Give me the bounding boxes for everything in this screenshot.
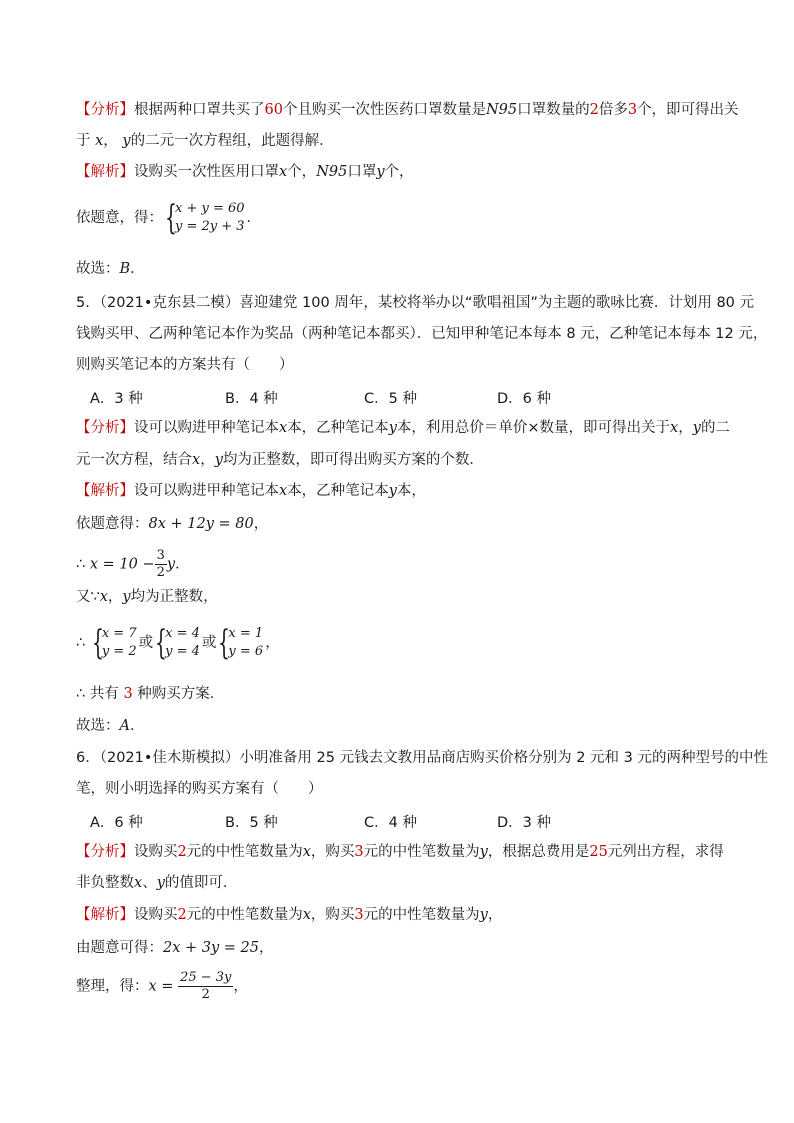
equation: y = 2y + 3 — [175, 219, 245, 234]
text: ，根据总费用是 — [487, 844, 590, 860]
text: 个， — [384, 164, 414, 180]
solution-tag: 【解析】 — [76, 483, 134, 499]
text: 故选： — [76, 718, 120, 734]
analysis-tag: 【分析】 — [76, 420, 134, 436]
text: 于 — [76, 133, 91, 149]
n95-label: N95 — [485, 102, 518, 118]
equation-system-line — [76, 200, 261, 236]
text: 设可以购进甲种笔记本 — [134, 483, 279, 499]
text: 由题意可得： — [76, 940, 163, 956]
q5-stem-line-1: 5．（2021•克东县二模）喜迎建党 100 周年，某校将举办以“歌唱祖国”为主题的歌咏比赛．计划用 80 元 — [76, 295, 755, 311]
q6-solution-line-3 — [76, 970, 248, 1003]
because-symbol: ∵ — [90, 589, 100, 605]
text: 又 — [76, 589, 91, 605]
text: 元的中性笔数量为 — [363, 907, 480, 923]
q6-solution-line-1 — [76, 905, 502, 925]
equation: x = 4 — [165, 626, 200, 641]
q5-stem-line-3: 则购买笔记本的方案共有（ ） — [76, 357, 294, 373]
text: 元列出方程，求得 — [607, 844, 724, 860]
q5-option-b: B．4 种 — [225, 391, 278, 407]
equation: 2x + 3y = 25 — [163, 940, 260, 956]
denominator: 2 — [156, 565, 165, 580]
var-x: x — [95, 133, 104, 149]
text: 个，即可得出关 — [637, 102, 739, 118]
answer-line — [76, 259, 145, 279]
var-y: y — [479, 907, 488, 923]
equation: y = 6 — [228, 644, 264, 659]
text: 元的中性笔数量为 — [186, 844, 303, 860]
text: 本，利用总价＝单价×数量，即可得出关于 — [396, 420, 671, 436]
text: ， — [265, 635, 280, 651]
var-y: y — [122, 133, 131, 149]
text: ， — [259, 940, 274, 956]
var-y: y — [166, 556, 176, 573]
text: 依题意得： — [76, 516, 149, 532]
text: ， — [487, 907, 503, 923]
solution-line-1 — [76, 162, 414, 182]
var-x: x — [279, 164, 288, 180]
var-y: y — [156, 875, 165, 891]
var-y: y — [388, 420, 397, 436]
text: ． — [129, 718, 145, 734]
text: 设可以购进甲种笔记本 — [134, 420, 279, 436]
number: 25 — [589, 844, 608, 860]
text: ∴ 共有 — [76, 686, 119, 702]
number: 2 — [177, 844, 187, 860]
text: ，购买 — [310, 907, 355, 923]
var-y: y — [122, 589, 131, 605]
text: 元的中性笔数量为 — [363, 844, 480, 860]
analysis-tag: 【分析】 — [76, 844, 134, 860]
text: 口罩 — [347, 164, 377, 180]
q5-solution-line-5 — [76, 625, 280, 661]
text: 的值即可． — [164, 875, 238, 891]
text: 故选： — [76, 261, 120, 277]
text: ， — [233, 978, 248, 995]
equation: x = — [148, 978, 174, 995]
solution-tag: 【解析】 — [76, 907, 134, 923]
q6-analysis-line-1 — [76, 842, 724, 862]
analysis-line-1 — [76, 100, 739, 120]
number: 2 — [177, 907, 187, 923]
number: 60 — [264, 102, 283, 118]
analysis-tag: 【分析】 — [76, 102, 134, 118]
denominator: 2 — [201, 987, 210, 1002]
q6-solution-line-2 — [76, 938, 274, 958]
equation: y = 2 — [101, 644, 137, 659]
q5-analysis-line-2 — [76, 450, 484, 470]
q6-stem-line-2: 笔，则小明选择的购买方案有（ ） — [76, 781, 323, 797]
text: ． — [175, 556, 190, 573]
solution-system-2: { x = 4 y = 4 — [155, 623, 200, 663]
q5-answer-line — [76, 716, 144, 736]
q6-option-d: D．3 种 — [497, 815, 551, 831]
text: 设购买 — [134, 844, 178, 860]
answer-letter: B — [119, 261, 131, 277]
var-x: x — [134, 875, 143, 891]
solution-system-3: { x = 1 y = 6 — [218, 623, 264, 663]
q6-stem-line-1: 6．（2021•佳木斯模拟）小明准备用 25 元钱去文教用品商店购买价格分别为 2 元和 3 元的两种型号的中性 — [76, 750, 768, 766]
q5-solution-line-4 — [76, 587, 218, 607]
text: 的二元一次方程组，此题得解． — [130, 133, 334, 149]
solution-system-1: { x = 7 y = 2 — [91, 623, 137, 663]
number: 3 — [354, 907, 364, 923]
q6-option-a: A．6 种 — [90, 815, 143, 831]
text: 本，乙种笔记本 — [287, 483, 389, 499]
var-x: x — [279, 483, 288, 499]
analysis-line-2 — [76, 131, 334, 151]
number: 3 — [123, 686, 133, 702]
text: 或 — [201, 635, 217, 651]
text: 均为正整数， — [130, 589, 218, 605]
q5-solution-line-2 — [76, 514, 268, 534]
text: ， — [103, 133, 118, 149]
q5-stem-line-2: 钱购买甲、乙两种笔记本作为奖品（两种笔记本都买）．已知甲种笔记本每本 8 元，乙种笔记本每本 12 元， — [76, 326, 768, 342]
text: ， — [107, 589, 123, 605]
text: 倍多 — [598, 102, 628, 118]
equation: x = 10 − — [89, 556, 155, 573]
var-y: y — [376, 164, 385, 180]
equation: x + y = 60 — [175, 201, 245, 216]
q5-option-c: C．5 种 — [364, 391, 417, 407]
var-x: x — [192, 452, 201, 468]
equation-system: { x + y = 60 y = 2y + 3 — [165, 198, 245, 238]
var-x: x — [670, 420, 679, 436]
therefore-symbol: ∴ — [76, 556, 86, 573]
q5-analysis-line-1 — [76, 418, 730, 438]
equation: x = 7 — [101, 626, 137, 641]
q6-analysis-line-2 — [76, 873, 237, 893]
text: 个， — [287, 164, 317, 180]
text: 元一次方程，结合 — [76, 452, 192, 468]
var-x: x — [99, 589, 108, 605]
text: 非负整数 — [76, 875, 134, 891]
q6-option-c: C．4 种 — [364, 815, 417, 831]
solution-tag: 【解析】 — [76, 164, 134, 180]
equation: y = 4 — [165, 644, 200, 659]
number: 3 — [627, 102, 638, 118]
text: 的二 — [700, 420, 730, 436]
text: ， — [253, 516, 269, 532]
text: 整理，得： — [76, 978, 149, 995]
text: 口罩数量的 — [517, 102, 590, 118]
therefore-symbol: ∴ — [76, 635, 86, 651]
text: ， — [200, 452, 215, 468]
text: 种购买方案． — [137, 686, 225, 702]
q5-solution-line-3 — [76, 548, 190, 581]
q5-option-d: D．6 种 — [497, 391, 551, 407]
q5-option-a: A．3 种 — [90, 391, 143, 407]
var-x: x — [279, 420, 288, 436]
q5-solution-line-1 — [76, 481, 426, 501]
text: 均为正整数，即可得出购买方案的个数． — [222, 452, 484, 468]
text: ， — [678, 420, 693, 436]
fraction — [155, 548, 167, 581]
number: 2 — [589, 102, 599, 118]
numerator: 25 − 3y — [180, 970, 232, 985]
var-y: y — [479, 844, 488, 860]
var-y: y — [692, 420, 701, 436]
text: 、 — [142, 875, 157, 891]
var-y: y — [388, 483, 397, 499]
var-x: x — [302, 844, 311, 860]
text: 设购买一次性医用口罩 — [134, 164, 279, 180]
text: ，购买 — [310, 844, 355, 860]
text: ． — [130, 261, 145, 277]
q6-option-b: B．5 种 — [225, 815, 278, 831]
answer-letter: A — [119, 718, 130, 734]
text: 依题意，得： — [76, 210, 163, 226]
n95-label: N95 — [316, 164, 348, 180]
equation: 8x + 12y = 80 — [148, 516, 254, 532]
text: 本，乙种笔记本 — [287, 420, 389, 436]
text: 设购买 — [134, 907, 178, 923]
text: ． — [246, 210, 262, 226]
text: 或 — [138, 635, 154, 651]
text: 个且购买一次性医药口罩数量是 — [282, 102, 486, 118]
text: 本， — [396, 483, 426, 499]
numerator: 3 — [156, 548, 165, 563]
var-x: x — [302, 907, 311, 923]
var-y: y — [214, 452, 223, 468]
text: 根据两种口罩共买了 — [134, 102, 265, 118]
number: 3 — [354, 844, 364, 860]
fraction — [178, 970, 233, 1003]
equation: x = 1 — [228, 626, 264, 641]
text: 元的中性笔数量为 — [186, 907, 303, 923]
q5-solution-line-6 — [76, 684, 224, 704]
